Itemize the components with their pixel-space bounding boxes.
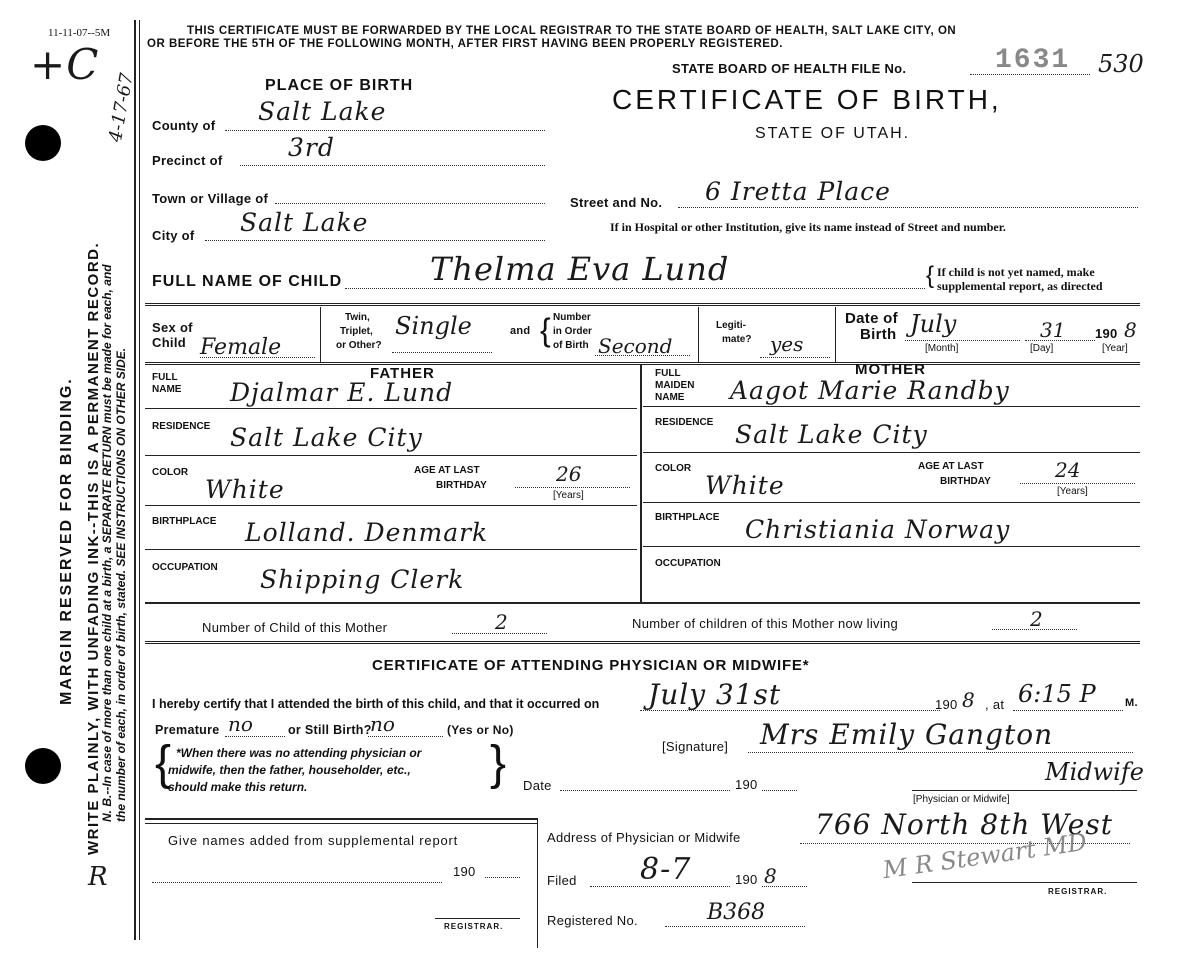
father-birthplace: Lolland. Denmark xyxy=(245,518,489,547)
child-name-note-1: If child is not yet named, make xyxy=(937,265,1095,279)
dob-label-1: Date of xyxy=(845,310,898,327)
certificate-title: CERTIFICATE OF BIRTH, xyxy=(612,84,1002,115)
premature-value: no xyxy=(228,712,253,736)
order-label-2: in Order xyxy=(553,326,592,337)
mother-residence-label: RESIDENCE xyxy=(655,417,714,428)
registrar-signature: M R Stewart MD xyxy=(881,827,1089,885)
father-age-unit: [Years] xyxy=(553,490,584,501)
premature-label: Premature xyxy=(155,723,220,737)
date-label: Date xyxy=(523,778,552,793)
twin-label-1: Twin, xyxy=(345,312,370,323)
header-notice-2: OR BEFORE THE 5TH OF THE FOLLOWING MONTH, AFTER FIRST HAVING BEEN PROPERLY REGISTERED. xyxy=(147,38,783,50)
street-value: 6 Iretta Place xyxy=(705,177,891,206)
sex-label-2: Child xyxy=(152,335,186,350)
address-value: 766 North 8th West xyxy=(815,808,1113,841)
living-label: Number of children of this Mother now living xyxy=(632,616,899,631)
date-year-label: 190 xyxy=(735,777,758,792)
dob-year-prefix: 190 xyxy=(1095,326,1118,341)
father-occupation-label: OCCUPATION xyxy=(152,562,218,573)
father-name: Djalmar E. Lund xyxy=(230,378,454,407)
father-residence: Salt Lake City xyxy=(230,423,423,452)
margin-permanent-text: WRITE PLAINLY, WITH UNFADING INK--THIS IS A PERMANENT RECORD. xyxy=(85,241,102,855)
child-of-mother-value: 2 xyxy=(495,610,508,634)
punch-hole-top xyxy=(25,125,61,161)
certify-text: I hereby certify that I attended the birth of this child, and that it occurred on xyxy=(152,697,600,711)
form-code: 11-11-07--5M xyxy=(48,27,111,39)
street-label: Street and No. xyxy=(570,195,663,210)
note-3: should make this return. xyxy=(168,780,308,794)
stillbirth-label: or Still Birth? xyxy=(288,723,372,737)
physician-time: 6:15 P xyxy=(1018,680,1096,708)
mother-age-label-2: BIRTHDAY xyxy=(940,476,991,487)
twin-label-2: Triplet, xyxy=(340,326,373,337)
county-label: County of xyxy=(152,118,216,133)
mother-name-label-2: MAIDEN xyxy=(655,380,695,391)
dob-unit-year: [Year] xyxy=(1102,343,1128,354)
legit-label-1: Legiti- xyxy=(716,320,746,331)
and-label: and xyxy=(510,325,531,337)
dob-day: 31 xyxy=(1040,318,1066,342)
yes-no-label: (Yes or No) xyxy=(447,723,514,737)
county-value: Salt Lake xyxy=(258,97,387,126)
margin-note-1: N. B.--In case of more than one child at a birth, a SEPARATE RETURN must be made for each, and xyxy=(100,264,114,822)
margin-note-2: the number of each, in order of birth, stated. SEE INSTRUCTIONS ON OTHER SIDE. xyxy=(114,347,128,822)
dob-unit-day: [Day] xyxy=(1030,343,1054,354)
father-age: 26 xyxy=(556,462,582,486)
filed-year: 8 xyxy=(764,864,777,888)
signature-label: [Signature] xyxy=(662,739,729,754)
physician-title: Midwife xyxy=(1045,758,1144,786)
mother-name: Aagot Marie Randby xyxy=(730,376,1010,405)
mother-heading: MOTHER xyxy=(855,361,926,378)
father-age-label-1: AGE AT LAST xyxy=(414,465,480,476)
father-birthplace-label: BIRTHPLACE xyxy=(152,516,217,527)
precinct-value: 3rd xyxy=(288,133,335,162)
father-color-label: COLOR xyxy=(152,467,189,478)
mother-age: 24 xyxy=(1055,458,1081,482)
father-name-label-2: NAME xyxy=(152,384,182,395)
mother-birthplace: Christiania Norway xyxy=(745,515,1011,544)
file-no-hand: 530 xyxy=(1098,50,1144,78)
filed-year-prefix: 190 xyxy=(735,872,758,887)
dob-month: July xyxy=(910,310,957,338)
sex-label-1: Sex of xyxy=(152,320,193,335)
mother-age-label-1: AGE AT LAST xyxy=(918,461,984,472)
mother-occupation-label: OCCUPATION xyxy=(655,558,721,569)
living-value: 2 xyxy=(1030,607,1043,631)
supplemental-registrar: REGISTRAR. xyxy=(444,922,504,931)
legit-value: yes xyxy=(770,332,804,356)
physician-year: 8 xyxy=(962,688,975,712)
dob-label-2: Birth xyxy=(860,326,897,343)
order-value: Second xyxy=(598,334,673,358)
signature-value: Mrs Emily Gangton xyxy=(760,718,1054,751)
physician-date: July 31st xyxy=(648,678,782,711)
precinct-label: Precinct of xyxy=(152,153,223,168)
father-age-label-2: BIRTHDAY xyxy=(436,480,487,491)
father-color: White xyxy=(205,475,285,504)
mother-residence: Salt Lake City xyxy=(735,420,928,449)
legit-label-2: mate? xyxy=(722,334,752,345)
binding-line-inner xyxy=(139,20,140,940)
binding-line xyxy=(134,20,136,940)
city-value: Salt Lake xyxy=(240,208,369,237)
mother-birthplace-label: BIRTHPLACE xyxy=(655,512,720,523)
phys-or-midwife-label: [Physician or Midwife] xyxy=(913,794,1010,805)
place-heading: PLACE OF BIRTH xyxy=(265,77,414,94)
filed-value: 8-7 xyxy=(640,852,692,887)
registrar-label: REGISTRAR. xyxy=(1048,887,1108,896)
father-name-label-1: FULL xyxy=(152,372,178,383)
physician-heading: CERTIFICATE OF ATTENDING PHYSICIAN OR MIDWIFE* xyxy=(372,657,810,674)
order-label-3: of Birth xyxy=(553,340,589,351)
child-name-label: FULL NAME OF CHILD xyxy=(152,273,343,290)
dob-unit-month: [Month] xyxy=(925,343,959,354)
margin-binding-text: MARGIN RESERVED FOR BINDING. xyxy=(58,377,75,705)
supplemental-label: Give names added from supplemental report xyxy=(168,833,459,848)
filed-label: Filed xyxy=(547,873,577,888)
hospital-note: If in Hospital or other Institution, give its name instead of Street and number. xyxy=(610,220,1006,234)
file-no-label: STATE BOARD OF HEALTH FILE No. xyxy=(672,61,907,76)
father-residence-label: RESIDENCE xyxy=(152,421,211,432)
file-no: 1631 xyxy=(995,45,1071,76)
town-label: Town or Village of xyxy=(152,191,269,206)
margin-mark-1: +C xyxy=(30,40,100,89)
registered-value: B368 xyxy=(707,900,766,925)
name-bracket: { xyxy=(926,262,935,289)
mother-color: White xyxy=(705,471,785,500)
header-notice-1: THIS CERTIFICATE MUST BE FORWARDED BY THE LOCAL REGISTRAR TO THE STATE BOARD OF HEALTH, SALT LAKE CITY, ON xyxy=(187,25,957,37)
address-label: Address of Physician or Midwife xyxy=(547,830,741,845)
child-name-note-2: supplemental report, as directed xyxy=(937,279,1103,293)
supplemental-year: 190 xyxy=(453,864,476,879)
dob-year: 8 xyxy=(1124,318,1137,342)
father-occupation: Shipping Clerk xyxy=(260,565,465,594)
physician-m-label: M. xyxy=(1125,697,1138,709)
punch-hole-bottom xyxy=(25,748,61,784)
stillbirth-value: no xyxy=(370,712,395,736)
note-1: *When there was no attending physician or xyxy=(176,746,422,760)
mother-color-label: COLOR xyxy=(655,463,692,474)
margin-mark-2: 4-17-67 xyxy=(105,71,138,144)
margin-mark-3: R xyxy=(88,862,109,892)
child-of-mother-label: Number of Child of this Mother xyxy=(202,620,388,635)
physician-year-prefix: 190 xyxy=(935,697,958,712)
sex-value: Female xyxy=(200,335,282,360)
note-2: midwife, then the father, householder, etc., xyxy=(168,763,411,777)
mother-name-label-1: FULL xyxy=(655,368,681,379)
father-heading: FATHER xyxy=(370,365,435,382)
twin-value: Single xyxy=(395,312,472,340)
child-name-value: Thelma Eva Lund xyxy=(430,250,730,288)
mother-age-unit: [Years] xyxy=(1057,486,1088,497)
physician-at-label: , at xyxy=(985,697,1005,712)
twin-label-3: or Other? xyxy=(336,340,382,351)
order-label-1: Number xyxy=(553,312,591,323)
registered-label: Registered No. xyxy=(547,913,638,928)
state-subtitle: STATE OF UTAH. xyxy=(755,125,911,142)
mother-name-label-3: NAME xyxy=(655,392,685,403)
city-label: City of xyxy=(152,228,195,243)
